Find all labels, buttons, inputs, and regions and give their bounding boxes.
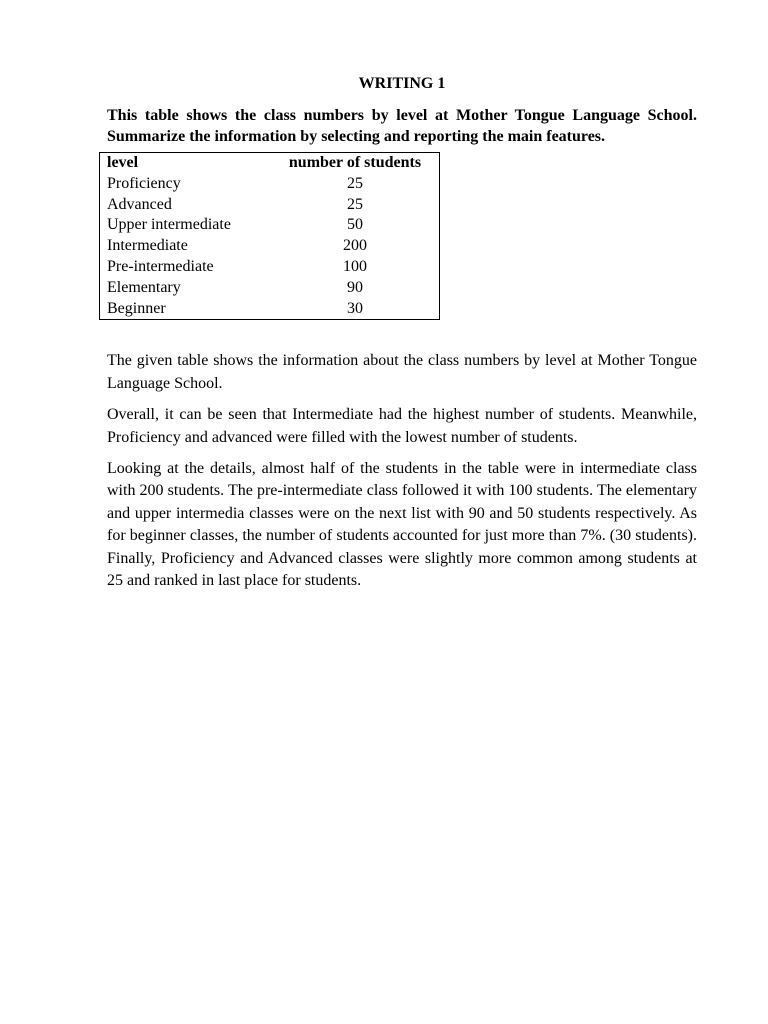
column-header-level: level — [107, 154, 139, 171]
document-page — [107, 74, 697, 601]
task-prompt: This table shows the class numbers by level at Mother Tongue Language School. Summarize the information by selecting and reporting the main features. — [107, 107, 697, 145]
table-row — [100, 299, 440, 320]
level-cell: Advanced — [107, 195, 172, 213]
level-cell: Pre-intermediate — [107, 257, 214, 275]
students-cell: 100 — [343, 257, 367, 275]
students-cell: 50 — [347, 216, 363, 234]
essay-paragraph-overview: Overall, it can be seen that Intermediate had the highest number of students. Meanwhile, Proficiency and advanced were filled with the lowest number of students. — [107, 406, 697, 446]
column-header-number-of-students: number of students — [288, 154, 422, 171]
level-cell: Beginner — [107, 299, 166, 317]
students-cell: 30 — [347, 299, 363, 317]
students-cell: 25 — [347, 174, 363, 192]
students-cell: 200 — [343, 237, 367, 255]
table-row — [100, 174, 440, 195]
table-row — [100, 195, 440, 216]
essay-paragraph-intro: The given table shows the information about the class numbers by level at Mother Tongue Language School. — [107, 352, 697, 392]
table-row — [100, 278, 440, 299]
table-header-row — [100, 153, 440, 174]
class-levels-table — [99, 152, 440, 320]
level-cell: Intermediate — [107, 237, 188, 255]
essay-body — [107, 350, 697, 592]
level-cell: Upper intermediate — [107, 216, 231, 234]
document-title: WRITING 1 — [358, 75, 446, 92]
students-cell: 25 — [347, 195, 363, 213]
table-row — [100, 215, 440, 236]
level-cell: Proficiency — [107, 174, 181, 192]
level-cell: Elementary — [107, 278, 181, 296]
table-row — [100, 257, 440, 278]
table-row — [100, 236, 440, 257]
students-cell: 90 — [347, 278, 363, 296]
essay-paragraph-details: Looking at the details, almost half of the students in the table were in intermediate class with 200 students. The pre-intermediate class followed it with 100 students. The elementary and upper intermedia classes were on the next list with 90 and 50 students respectively. As for beginner classes, the number of students accounted for just more than 7%. (30 students). Finally, Proficiency and Advanced classes were slightly more common among students at 25 and ranked in last place for students. — [107, 460, 697, 590]
